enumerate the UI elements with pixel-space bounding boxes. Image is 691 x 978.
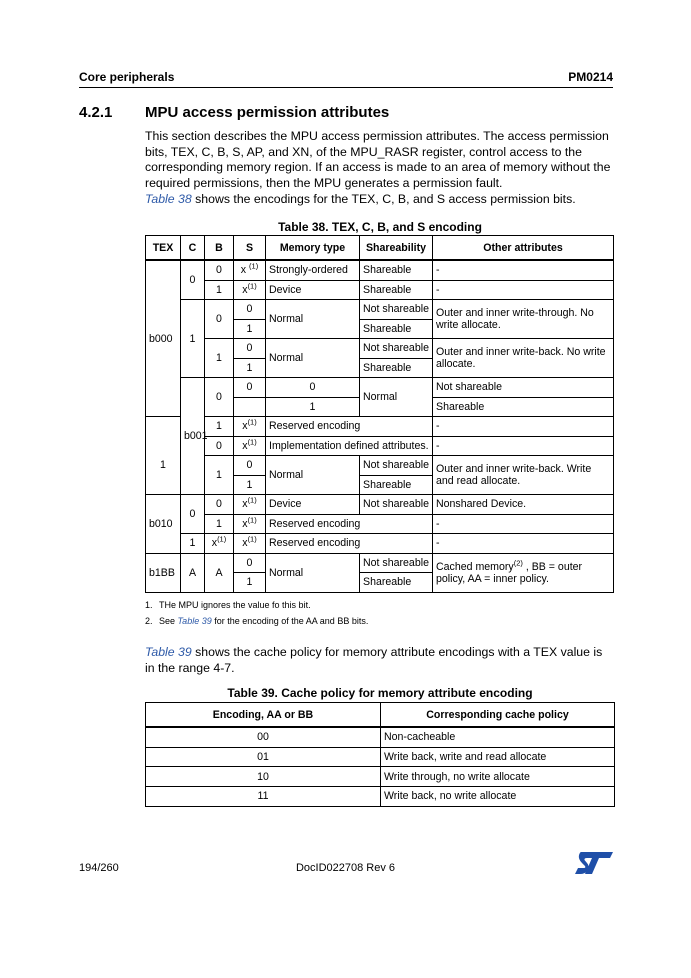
table-row (146, 280, 614, 300)
s-cell: $x^{(1)}$ (234, 280, 266, 300)
table39-footnote-link[interactable]: Table 39 (177, 616, 212, 626)
encoding-cell: 10 (146, 767, 381, 787)
table-row (146, 456, 614, 476)
shareability-cell: Shareable (360, 260, 433, 280)
header-tex: TEX (146, 236, 181, 261)
other-cell: - (433, 280, 614, 300)
b-cell: A (205, 553, 234, 592)
s-cell: 0 (266, 378, 360, 398)
s-cell: 0 (234, 339, 266, 359)
memory-type-cell: Implementation defined attributes. (266, 436, 433, 456)
table-row (146, 260, 614, 280)
tex-cell: b1BB (146, 553, 181, 592)
memory-type-cell: Normal (266, 339, 360, 378)
other-cell: - (433, 534, 614, 554)
table-row (146, 495, 614, 515)
shareability-cell: Shareable (360, 475, 433, 495)
header-other-attributes: Other attributes (433, 236, 614, 261)
table-row (146, 747, 615, 767)
header-c: C (181, 236, 205, 261)
header-s: S (234, 236, 266, 261)
footnote-number: 1. (145, 600, 153, 610)
b-cell: 0 (205, 436, 234, 456)
s-cell: $x^{(1)}$ (234, 495, 266, 515)
c-cell: 0 (181, 260, 205, 300)
section-title: MPU access permission attributes (145, 104, 390, 121)
memory-type-cell: Reserved encoding (266, 534, 433, 554)
other-cell: Cached memory$^{(2)}$ , BB = outer policy, AA = inner policy. (433, 553, 614, 592)
shareability-cell: Shareable (360, 319, 433, 339)
intro-paragraph: This section describes the MPU access permission attributes. The access permission bits, TEX, C, B, S, AP, and XN, of the MPU_RASR register, control access to the corresponding memory region. If an access is made to an area of memory without the required permissions, then the MPU generates a permission fault. (145, 129, 611, 190)
c-cell: 1 (146, 436, 181, 495)
memory-type-cell: Normal (266, 553, 360, 592)
header-rule (79, 87, 613, 88)
table-row (146, 534, 614, 554)
table-row (146, 300, 614, 320)
other-cell: - (433, 436, 614, 456)
other-cell: Nonshared Device. (433, 495, 614, 515)
shareability-cell: Not shareable (360, 456, 433, 476)
s-cell: $x^{(1)}$ (234, 436, 266, 456)
s-cell: 1 (234, 358, 266, 378)
s-cell: 1 (234, 319, 266, 339)
shareability-cell: Shareable (360, 358, 433, 378)
tex-cell: b001 (181, 378, 205, 495)
memory-type-cell: Strongly-ordered (266, 260, 360, 280)
table-row (146, 767, 615, 787)
other-cell: Outer and inner write-back. No write allocate. (433, 339, 614, 378)
c-cell: 0 (181, 495, 205, 534)
s-cell: $x^{(1)}$ (234, 514, 266, 534)
running-header-right: PM0214 (568, 70, 613, 84)
encoding-cell: 00 (146, 727, 381, 747)
table-row (146, 553, 614, 573)
b-cell: 1 (205, 417, 234, 437)
b-cell: 1 (205, 280, 234, 300)
table38-reference (145, 192, 615, 208)
b-cell: $x^{(1)}$ (205, 534, 234, 554)
footnote-number: 2. (145, 616, 153, 626)
st-logo-icon (575, 852, 613, 874)
shareability-cell: Not shareable (433, 378, 614, 398)
table38-reference-text: shows the encodings for the TEX, C, B, and S access permission bits. (191, 192, 576, 206)
table39-header-row (146, 703, 615, 728)
table-row (146, 727, 615, 747)
b-cell: 1 (205, 339, 234, 378)
b-cell: 0 (205, 495, 234, 515)
s-cell: 0 (234, 300, 266, 320)
memory-type-cell: Device (266, 280, 360, 300)
page-number: 194/260 (79, 862, 119, 874)
b-cell (234, 397, 266, 417)
table-row (146, 787, 615, 807)
b-cell: 0 (205, 260, 234, 280)
table39 (145, 702, 615, 807)
table-row (146, 436, 614, 456)
policy-cell: Write through, no write allocate (381, 767, 615, 787)
shareability-cell: Not shareable (360, 495, 433, 515)
s-cell: x $^{(1)}$ (234, 260, 266, 280)
other-cell: Outer and inner write-through. No write allocate. (433, 300, 614, 339)
header-encoding: Encoding, AA or BB (146, 703, 381, 728)
footnote-text: See Table 39 for the encoding of the AA and BB bits. (159, 616, 369, 626)
header-b: B (205, 236, 234, 261)
other-cell: Outer and inner write-back. Write and read allocate. (433, 456, 614, 495)
header-shareability: Shareability (360, 236, 433, 261)
section-number: 4.2.1 (79, 104, 113, 121)
c-cell: 1 (181, 300, 205, 378)
table-row (146, 378, 614, 398)
table39-reference (145, 645, 615, 676)
table39-reference-text: shows the cache policy for memory attribute encodings with a TEX value is in the range 4-7. (145, 645, 603, 675)
document-id: DocID022708 Rev 6 (295, 862, 396, 874)
c-cell-spacer (146, 417, 181, 437)
table38-link[interactable]: Table 38 (145, 192, 192, 206)
tex-cell: b010 (146, 495, 181, 554)
memory-type-cell: Normal (266, 456, 360, 495)
shareability-cell: Shareable (433, 397, 614, 417)
c-cell: 0 (205, 378, 234, 417)
s-cell: 0 (234, 553, 266, 573)
policy-cell: Non-cacheable (381, 727, 615, 747)
s-cell: 1 (234, 475, 266, 495)
memory-type-cell: Reserved encoding (266, 514, 433, 534)
memory-type-cell: Normal (360, 378, 433, 417)
other-cell: - (433, 260, 614, 280)
memory-type-cell: Reserved encoding (266, 417, 433, 437)
footnote-text: THe MPU ignores the value fo this bit. (159, 600, 311, 610)
table38-header-row (146, 236, 614, 261)
s-cell: 1 (266, 397, 360, 417)
other-cell: - (433, 514, 614, 534)
encoding-cell: 01 (146, 747, 381, 767)
shareability-cell: Not shareable (360, 300, 433, 320)
table39-link[interactable]: Table 39 (145, 645, 192, 659)
other-cell: - (433, 417, 614, 437)
table-row (146, 514, 614, 534)
c-cell: A (181, 553, 205, 592)
encoding-cell: 11 (146, 787, 381, 807)
shareability-cell: Shareable (360, 280, 433, 300)
policy-cell: Write back, write and read allocate (381, 747, 615, 767)
header-memory-type: Memory type (266, 236, 360, 261)
header-cache-policy: Corresponding cache policy (381, 703, 615, 728)
shareability-cell: Shareable (360, 573, 433, 593)
c-cell: 1 (181, 534, 205, 554)
table38-caption: Table 38. TEX, C, B, and S encoding (278, 220, 482, 234)
s-cell: $x^{(1)}$ (234, 534, 266, 554)
s-cell: 1 (234, 573, 266, 593)
table-row (146, 417, 614, 437)
memory-type-cell: Device (266, 495, 360, 515)
b-cell: 0 (234, 378, 266, 398)
table39-caption: Table 39. Cache policy for memory attribute encoding (227, 686, 533, 700)
s-cell: 0 (234, 456, 266, 476)
shareability-cell: Not shareable (360, 339, 433, 359)
table-row (146, 339, 614, 359)
b-cell: 0 (205, 300, 234, 339)
b-cell: 1 (205, 456, 234, 495)
memory-type-cell: Normal (266, 300, 360, 339)
b-cell: 1 (205, 514, 234, 534)
policy-cell: Write back, no write allocate (381, 787, 615, 807)
shareability-cell: Not shareable (360, 553, 433, 573)
running-header-left: Core peripherals (79, 70, 175, 84)
tex-cell: b000 (146, 260, 181, 417)
table38 (145, 235, 614, 593)
s-cell: $x^{(1)}$ (234, 417, 266, 437)
